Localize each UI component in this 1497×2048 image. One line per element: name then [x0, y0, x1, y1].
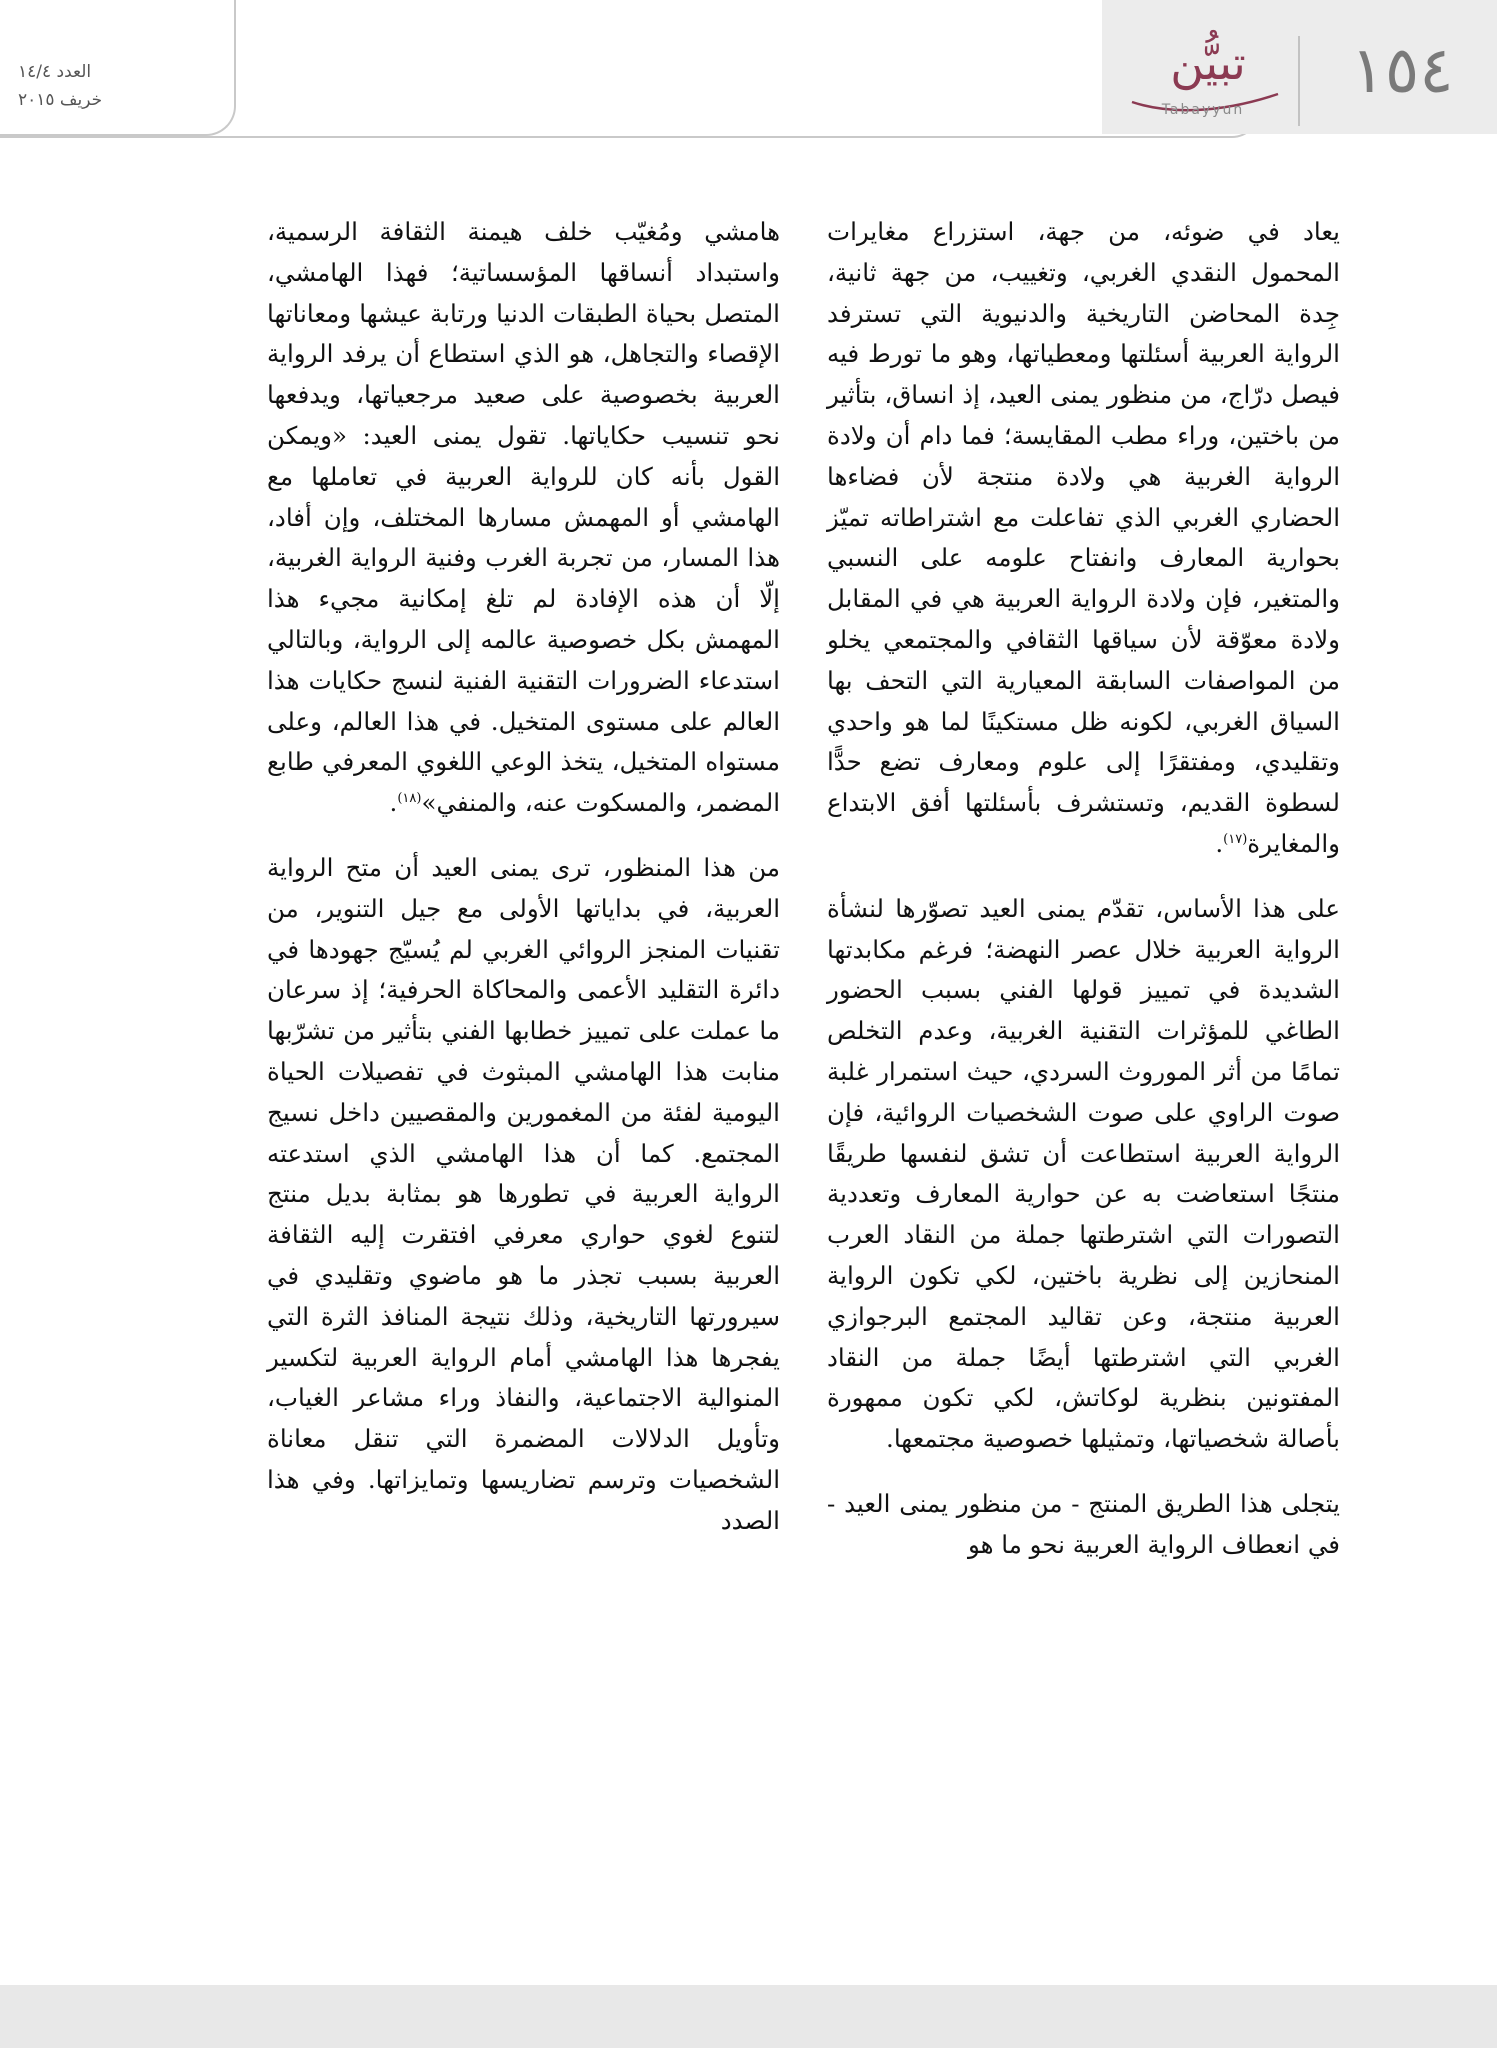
paragraph-text: هامشي ومُغيّب خلف هيمنة الثقافة الرسمية، واستبداد أنساقها المؤسساتية؛ فهذا الهامشي، المتصل بحياة الطبقات الدنيا ورتابة عيشها ومعاناتها الإقصاء والتجاهل، هو الذي استطاع أن يرفد الرواية العربية بخصوصية على صعيد مرجعياتها، ويدفعها نحو تنسيب حكاياتها. تقول يمنى العيد: «ويمكن القول بأنه كان للرواية العربية في تعاملها مع الهامشي أو المهمش مسارها المختلف، وإن أفاد، هذا المسار، من تجربة الغرب وفنية الرواية الغربية، إلّا أن هذه الإفادة لم تلغ إمكانية مجيء هذا المهمش بكل خصوصية عالمه إلى الرواية، وبالتالي استدعاء الضرورات التقنية الفنية لنسج حكايات هذا العالم على مستوى المتخيل. في هذا العالم، وعلى مستواه المتخيل، يتخذ الوعي اللغوي المعرفي طابع المضمر، والمسكوت عنه، والمنفي»: [267, 217, 780, 818]
issue-season: خريف ٢٠١٥: [18, 90, 103, 110]
page-number: ١٥٤: [1350, 34, 1454, 108]
paragraph-text: يعاد في ضوئه، من جهة، استزراع مغايرات المحمول النقدي الغربي، وتغييب، من جهة ثانية، جِدة المحاضن التاريخية والدنيوية التي تسترفد الرواية العربية أسئلتها ومعطياتها، وهو ما تورط فيه فيصل درّاج، من منظور يمنى العيد، إذ انساق، بتأثير من باختين، وراء مطب المقايسة؛ فما دام أن ولادة الرواية الغربية هي ولادة منتجة لأن فضاءها الحضاري الغربي الذي تفاعلت مع اشتراطاته تميّز بحوارية المعارف وانفتاح علومه على النسبي والمتغير، فإن ولادة الرواية العربية هي في المقابل ولادة معوّقة لأن سياقها الثقافي والمجتمعي يخلو من المواصفات السابقة المعيارية التي التحف بها السياق الغربي، لكونه ظل مستكينًا لما هو واحدي وتقليدي، ومفتقرًا إلى علوم ومعارف تضع حدًّا لسطوة القديم، وتستشرف بأسئلتها أفق الابتداع والمغايرة: [827, 217, 1340, 858]
journal-logo: [1128, 28, 1288, 128]
masthead-divider: [1298, 36, 1300, 126]
left-column: [267, 212, 780, 1566]
paragraph-end: .: [1215, 828, 1224, 858]
right-column: [827, 212, 1340, 1590]
footnote-ref: (١٧): [1223, 831, 1248, 847]
issue-number: العدد ١٤/٤: [18, 62, 92, 82]
paragraph: [267, 212, 780, 824]
paragraph-end: .: [389, 788, 398, 818]
paragraph: [827, 212, 1340, 865]
logo-subtitle: Tabayyun: [1161, 102, 1245, 118]
logo-title: تبيُّن: [1170, 36, 1246, 90]
paragraph: من هذا المنظور، ترى يمنى العيد أن متح الرواية العربية، في بداياتها الأولى مع جيل التنوير، من تقنيات المنجز الروائي الغربي لم يُسيّج جهودها في دائرة التقليد الأعمى والمحاكاة الحرفية؛ إذ سرعان ما عملت على تمييز خطابها الفني بتأثير من تشرّبها منابت هذا الهامشي المبثوث في تفصيلات الحياة اليومية لفئة من المغمورين والمقصيين داخل نسيج المجتمع. كما أن هذا الهامشي الذي استدعته الرواية العربية في تطورها هو بمثابة بديل منتج لتنوع لغوي حواري معرفي افتقرت إليه الثقافة العربية بسبب تجذر ما هو ماضوي وتقليدي في سيرورتها التاريخية، وذلك نتيجة المنافذ الثرة التي يفجرها هذا الهامشي أمام الرواية العربية لتكسير المنوالية الاجتماعية، والنفاذ وراء مشاعر الغياب، وتأويل الدلالات المضمرة التي تنقل معاناة الشخصيات وترسم تضاريسها وتمايزاتها. وفي هذا الصدد: [267, 852, 780, 1535]
paragraph: يتجلى هذا الطريق المنتج - من منظور يمنى العيد - في انعطاف الرواية العربية نحو ما هو: [827, 1488, 1340, 1559]
paragraph: على هذا الأساس، تقدّم يمنى العيد تصوّرها لنشأة الرواية العربية خلال عصر النهضة؛ فرغم مكابدتها الشديدة في تمييز قولها الفني بسبب الحضور الطاغي للمؤثرات التقنية الغربية، وعدم التخلص تمامًا من أثر الموروث السردي، حيث استمرار غلبة صوت الراوي على صوت الشخصيات الروائية، فإن الرواية العربية استطاعت أن تشق لنفسها طريقًا منتجًا استعاضت به عن حوارية المعارف وتعددية التصورات التي اشترطتها جملة من النقاد العرب المنحازين إلى نظرية باختين، لكي تكون الرواية العربية منتجة، وعن تقاليد المجتمع البرجوازي الغربي التي اشترطتها أيضًا جملة من النقاد المفتونين بنظرية لوكاتش، لكي تكون ممهورة بأصالة شخصياتها، وتمثيلها خصوصية مجتمعها.: [827, 893, 1340, 1454]
issue-info: [0, 0, 236, 136]
footnote-ref: (١٨): [397, 791, 422, 806]
footer-band: [0, 1985, 1497, 2048]
